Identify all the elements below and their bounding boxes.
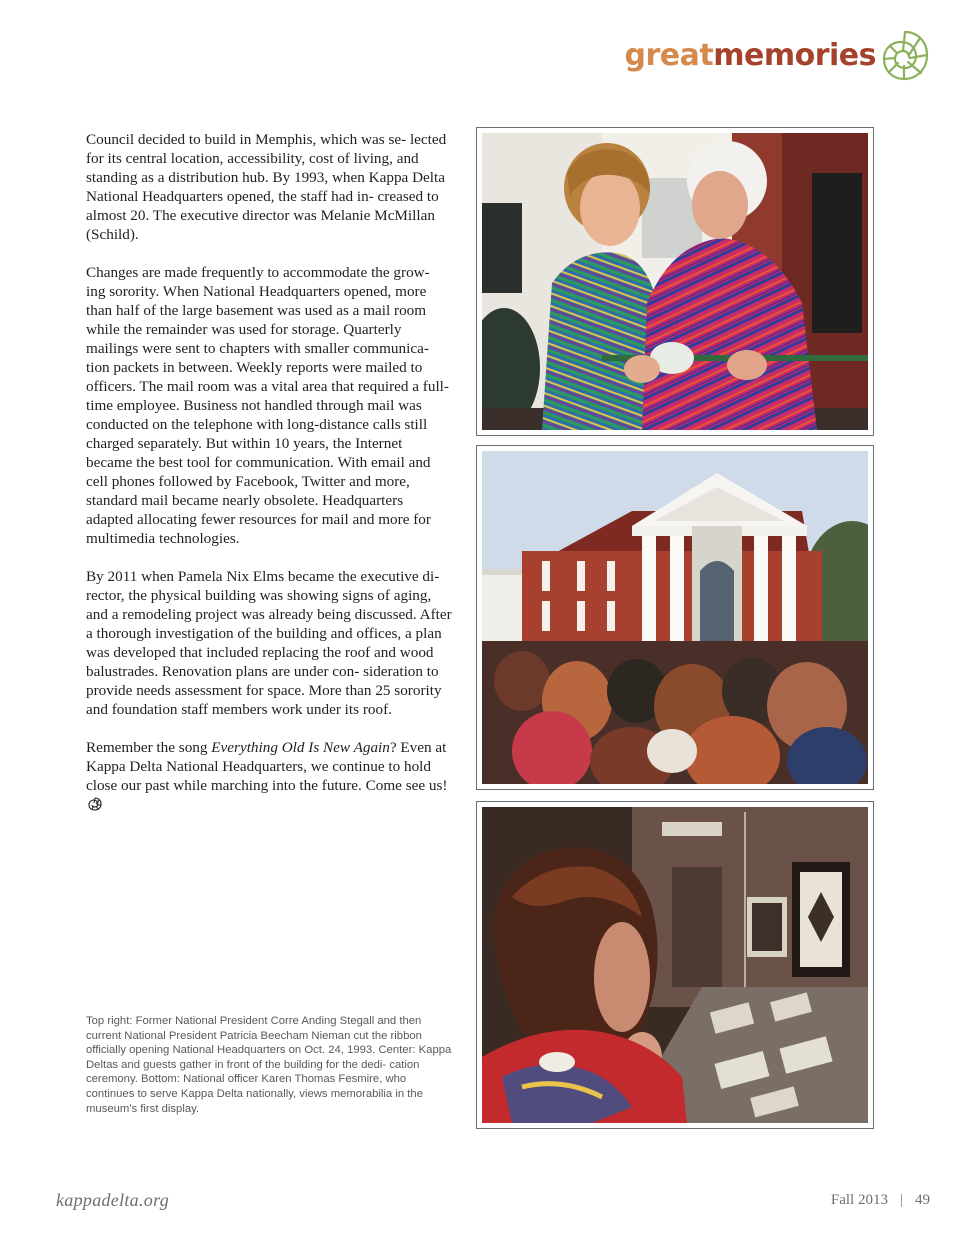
footer-issue-info <box>831 1192 930 1209</box>
museum-display-photo <box>476 801 874 1129</box>
paragraph-4-lead: Remember the song <box>86 739 212 756</box>
section-title-great: great <box>624 38 714 73</box>
article-paragraph-2: Changes are made frequently to accommodate the grow- ing sorority. When National Headquarters opened, more than half of the large basement was used as a mail room while the remainder was used for storage. Quarterly mailings were sent to chapters with smaller communica- tion packets in between. Weekly reports were mailed to officers. The mail room was a vital area that required a full-time employee. Business not handled through mail was conducted on the telephone with long-distance calls still charged separately. But within 10 years, the Internet became the best tool for communication. With email and cell phones followed by Facebook, Twitter and more, standard mail became nearly obsolete. Headquarters adapted allocating fewer resources for mail and more for multimedia technologies. <box>86 264 449 547</box>
article-paragraph-3: By 2011 when Pamela Nix Elms became the executive di- rector, the physical building was showing signs of aging, and a remodeling project was already being discussed. After a thorough investigation of the building and offices, a plan was developed that included replacing the roof and wood balustrades. Renovation plans are under con- sideration to provide needs assessment for space. More than 25 sorority and foundation staff members work under its roof. <box>86 568 452 718</box>
footer-separator: | <box>899 1192 903 1208</box>
dedication-ceremony-image <box>482 451 868 784</box>
section-title-memories: memories <box>713 38 876 73</box>
end-mark-shell-icon <box>88 797 102 811</box>
article-body <box>86 130 452 833</box>
footer-issue: Fall 2013 <box>830 1192 888 1208</box>
paragraph-4-rest: ? Even at Kappa Delta National Headquarters, we continue to hold close our past while marching into the future. Come see us! <box>86 739 448 794</box>
photo-caption: Top right: Former National President Corre Anding Stegall and then current National President Patricia Beecham Nieman cut the ribbon officially opening National Headquarters on Oct. 24, 1993. Center: Kappa Deltas and guests gather in front of the building for the dedi- cation ceremony. Bottom: National officer Karen Thomas Fesmire, who continues to serve Kappa Delta nationally, views memorabilia in the museum's first display. <box>86 1015 452 1115</box>
section-header <box>625 26 930 86</box>
ribbon-cutting-photo <box>476 127 874 436</box>
ribbon-cutting-image <box>482 133 868 430</box>
footer-website: kappadelta.org <box>56 1190 170 1210</box>
dedication-ceremony-photo <box>476 445 874 790</box>
nautilus-shell-icon <box>880 28 930 84</box>
article-paragraph-1: Council decided to build in Memphis, which was se- lected for its central location, accessibility, cost of living, and standing as a distribution hub. By 1993, when Kappa Delta National Headquarters opened, the staff had in- creased to almost 20. The executive director was Melanie McMillan (Schild). <box>86 131 447 243</box>
song-title: Everything Old Is New Again <box>211 739 390 756</box>
article-paragraph-4 <box>86 738 452 814</box>
section-title <box>624 38 876 73</box>
page-number: 49 <box>915 1192 930 1208</box>
museum-display-image <box>482 807 868 1123</box>
